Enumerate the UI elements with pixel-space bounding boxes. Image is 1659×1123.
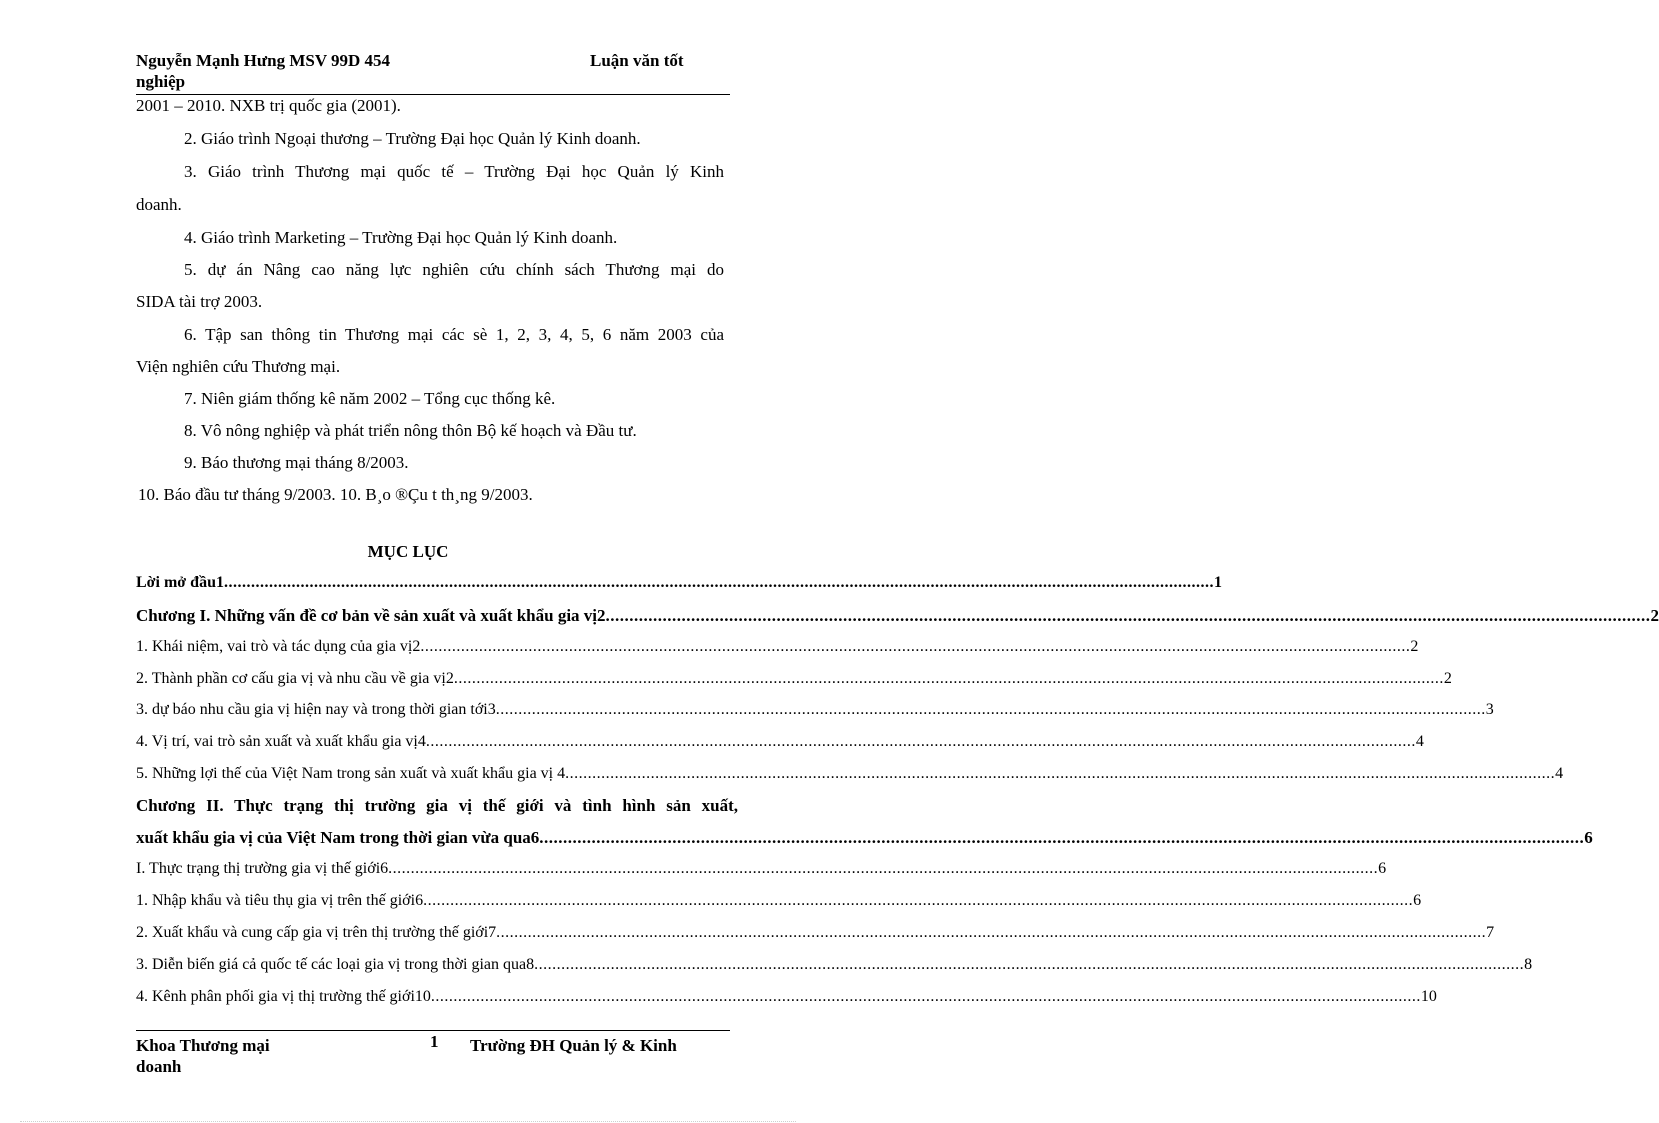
toc-entry-page: 8	[1524, 956, 1533, 973]
toc-entry-label: 4. Vị trí, vai trò sản xuất và xuất khẩu gia vị4	[136, 733, 426, 750]
toc-entry-page: 7	[1486, 924, 1495, 941]
toc-leader-dots: ............................................................................................................................................................................................................................	[425, 733, 1416, 750]
toc-entry-page: 6	[1584, 828, 1593, 847]
toc-entry-page: 4	[1555, 765, 1564, 782]
toc-entry-page: 3	[1485, 701, 1494, 718]
reference-line: SIDA tài trợ 2003.	[136, 292, 263, 311]
header-rule	[136, 94, 730, 95]
reference-item: 10. Báo đầu tư tháng 9/2003. 10. B¸o ®Çu t th¸ng 9/2003.	[138, 485, 533, 504]
toc-entry-wrapped-line[interactable]: Chương II. Thực trạng thị trường gia vị thế giới và tình hình sản xuất,	[136, 796, 738, 815]
toc-entry[interactable]	[136, 892, 1422, 914]
toc-leader-dots: ............................................................................................................................................................................................................................	[430, 988, 1421, 1005]
toc-leader-dots: ............................................................................................................................................................................................................................	[388, 860, 1379, 877]
toc-entry[interactable]	[136, 670, 1452, 692]
reference-item: 8. Vô nông nghiệp và phát triển nông thôn Bộ kế hoạch và Đầu tư.	[184, 421, 637, 440]
reference-item: 9. Báo thương mại tháng 8/2003.	[184, 453, 409, 472]
toc-entry-label: 2. Xuất khẩu và cung cấp gia vị trên thị trường thế giới7	[136, 924, 497, 941]
toc-entry-label: I. Thực trạng thị trường gia vị thế giới6	[136, 860, 389, 877]
toc-entry-label: 5. Những lợi thế của Việt Nam trong sản xuất và xuất khẩu gia vị 4	[136, 765, 566, 782]
toc-entry-label: 1. Nhập khẩu và tiêu thụ gia vị trên thế giới6	[136, 892, 424, 909]
toc-entry-page: 4	[1415, 733, 1424, 750]
toc-entry[interactable]	[136, 606, 1659, 628]
toc-entry[interactable]	[136, 638, 1419, 660]
toc-leader-dots: ............................................................................................................................................................................................................................	[223, 574, 1214, 591]
toc-entry-page: 6	[1413, 892, 1422, 909]
toc-entry-page: 10	[1420, 988, 1437, 1005]
toc-entry-label: 1. Khái niệm, vai trò và tác dụng của gia vị2	[136, 638, 421, 655]
reference-item: 4. Giáo trình Marketing – Trường Đại học Quản lý Kinh doanh.	[184, 228, 618, 247]
toc-leader-dots: ............................................................................................................................................................................................................................	[495, 701, 1486, 718]
toc-entry[interactable]	[136, 988, 1437, 1010]
page-bottom-border	[20, 1121, 796, 1122]
footer-university-cont: doanh	[136, 1057, 182, 1076]
toc-entry-page: 2	[1650, 606, 1659, 625]
toc-entry-page: 2	[1410, 638, 1419, 655]
toc-entry-page: 1	[1213, 574, 1222, 591]
toc-leader-dots: ............................................................................................................................................................................................................................	[539, 828, 1585, 847]
footer-university: Trường ĐH Quản lý & Kinh	[470, 1036, 677, 1055]
toc-entry[interactable]	[136, 828, 1593, 850]
header-thesis-label-cont: nghiệp	[136, 72, 186, 91]
toc-leader-dots: ............................................................................................................................................................................................................................	[565, 765, 1556, 782]
toc-entry[interactable]	[136, 765, 1564, 787]
toc-entry[interactable]	[136, 860, 1387, 882]
reference-item: 7. Niên giám thống kê năm 2002 – Tổng cục thống kê.	[184, 389, 556, 408]
footer-page-number: 1	[430, 1032, 439, 1051]
reference-item: 5. dự án Nâng cao năng lực nghiên cứu chính sách Thương mại do	[184, 260, 724, 279]
toc-entry[interactable]	[136, 924, 1495, 946]
toc-leader-dots: ............................................................................................................................................................................................................................	[423, 892, 1414, 909]
toc-entry-label: Chương I. Những vấn đề cơ bản về sản xuất và xuất khẩu gia vị2	[136, 606, 606, 625]
toc-entry-page: 6	[1378, 860, 1387, 877]
header-author: Nguyễn Mạnh Hưng MSV 99D 454	[136, 51, 391, 70]
toc-entry[interactable]	[136, 574, 1222, 596]
toc-entry-label: xuất khẩu gia vị của Việt Nam trong thời gian vừa qua6	[136, 828, 540, 847]
toc-entry-page: 2	[1443, 670, 1452, 687]
toc-entry[interactable]	[136, 733, 1424, 755]
reference-line: 2001 – 2010. NXB trị quốc gia (2001).	[136, 96, 401, 115]
toc-leader-dots: ............................................................................................................................................................................................................................	[534, 956, 1525, 973]
reference-line: Viện nghiên cứu Thương mại.	[136, 357, 341, 376]
toc-leader-dots: ............................................................................................................................................................................................................................	[420, 638, 1411, 655]
toc-leader-dots: ............................................................................................................................................................................................................................	[453, 670, 1444, 687]
reference-item: 6. Tập san thông tin Thương mại các sè 1, 2, 3, 4, 5, 6 năm 2003 của	[184, 325, 724, 344]
toc-entry-label: 2. Thành phần cơ cấu gia vị và nhu cầu về gia vị2	[136, 670, 454, 687]
toc-entry-label: Lời mở đầu1	[136, 574, 224, 591]
toc-entry-label: 3. Diễn biến giá cả quốc tế các loại gia vị trong thời gian qua8	[136, 956, 535, 973]
toc-title: MỤC LỤC	[367, 542, 449, 561]
reference-line: doanh.	[136, 195, 182, 214]
footer-faculty: Khoa Thương mại	[136, 1036, 270, 1055]
header-thesis-label: Luận văn tốt	[590, 51, 684, 70]
toc-entry[interactable]	[136, 701, 1494, 723]
toc-leader-dots: ............................................................................................................................................................................................................................	[605, 606, 1651, 625]
toc-entry-label: 3. dự báo nhu cầu gia vị hiện nay và trong thời gian tới3	[136, 701, 496, 718]
toc-entry[interactable]	[136, 956, 1533, 978]
toc-entry-label: 4. Kênh phân phối gia vị thị trường thế giới10	[136, 988, 431, 1005]
reference-item: 3. Giáo trình Thương mại quốc tế – Trường Đại học Quản lý Kinh	[184, 162, 724, 181]
toc-leader-dots: ............................................................................................................................................................................................................................	[496, 924, 1487, 941]
reference-item: 2. Giáo trình Ngoại thương – Trường Đại học Quản lý Kinh doanh.	[184, 129, 641, 148]
